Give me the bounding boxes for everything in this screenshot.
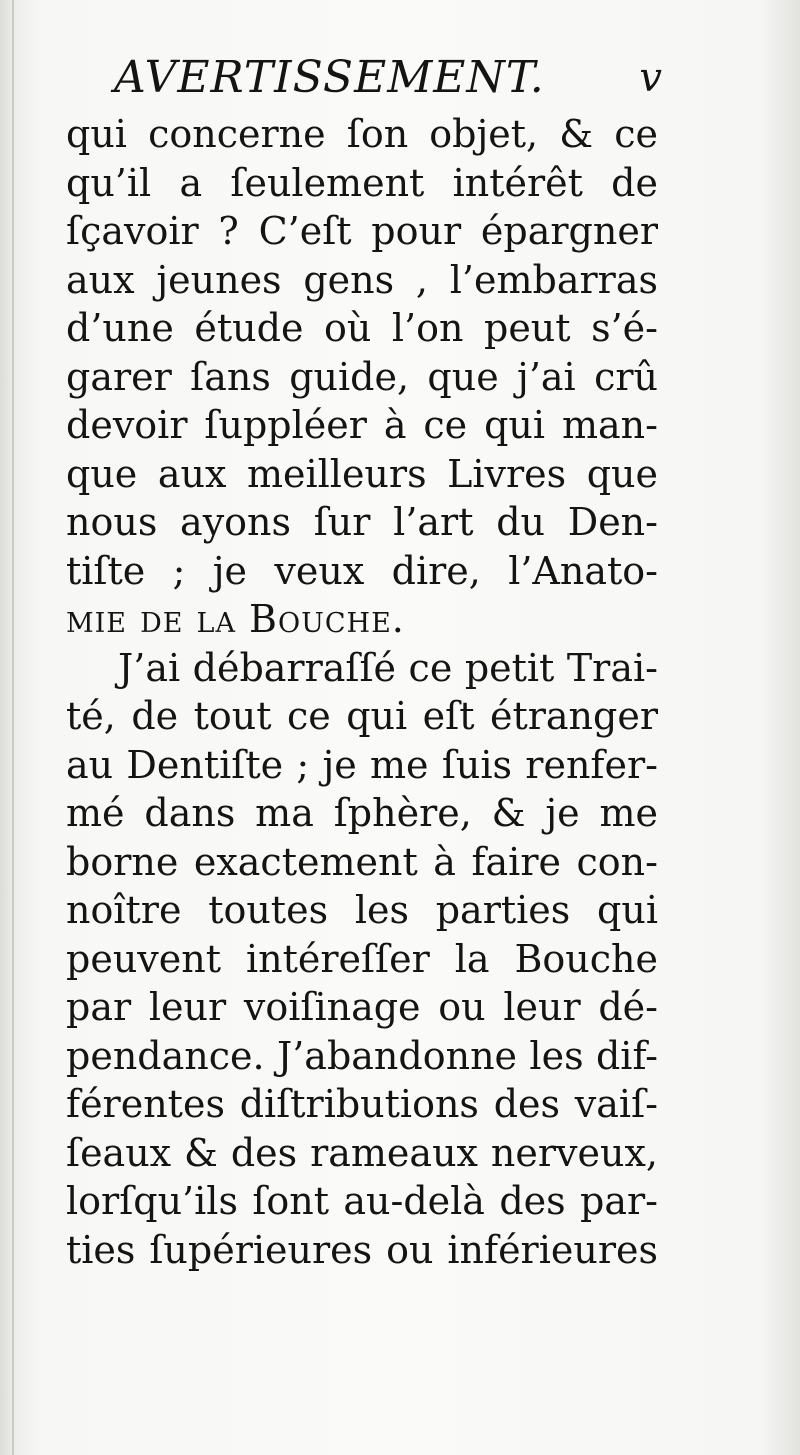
text-line: férentes diſtributions des vaiſ- xyxy=(66,1082,658,1126)
text-line: té, de tout ce qui eſt étranger xyxy=(66,694,658,738)
running-title: AVERTISSEMENT. xyxy=(114,52,545,103)
text-line: peuvent intéreſſer la Bouche xyxy=(66,936,658,981)
text-line: pendance. J’abandonne les dif- xyxy=(66,1033,658,1078)
text-line: que aux meilleurs Livres que xyxy=(66,451,658,496)
page-edge-shadow xyxy=(12,0,14,1455)
text-line: tiſte ; je veux dire, l’Anato- xyxy=(66,548,658,593)
text-line: qu’il a ſeulement intérêt de xyxy=(66,160,658,205)
page-number: v xyxy=(639,55,662,101)
text-line: ſeaux & des rameaux nerveux, xyxy=(66,1130,658,1175)
text-line: devoir ſuppléer à ce qui man- xyxy=(66,403,658,447)
text-line: lorſqu’ils ſont au-delà des par- xyxy=(66,1179,658,1223)
body-text xyxy=(66,110,658,1274)
text-line: nous ayons ſur l’art du Den- xyxy=(66,500,658,544)
text-line: d’une étude où l’on peut s’é- xyxy=(66,306,658,350)
text-line: ties ſupérieures ou inférieures xyxy=(66,1227,658,1272)
text-line: mé dans ma ſphère, & je me xyxy=(66,791,658,835)
paragraph-start-line: J’ai débarraſſé ce petit Trai- xyxy=(118,645,658,690)
text-line: par leur voiſinage ou leur dé- xyxy=(66,985,658,1029)
text-line: mie de la Bouche. xyxy=(66,597,405,641)
text-line: qui concerne ſon objet, & ce xyxy=(66,112,658,156)
text-line: garer ſans guide, que j’ai crû xyxy=(66,354,658,399)
page-header xyxy=(114,48,662,108)
text-line: noître toutes les parties qui xyxy=(66,888,658,932)
text-line: au Dentiſte ; je me ſuis renfer- xyxy=(66,742,658,787)
text-line: ſçavoir ? C’eſt pour épargner xyxy=(66,209,658,253)
text-line: aux jeunes gens , l’embarras xyxy=(66,257,658,302)
text-line: borne exactement à faire con- xyxy=(66,839,658,884)
